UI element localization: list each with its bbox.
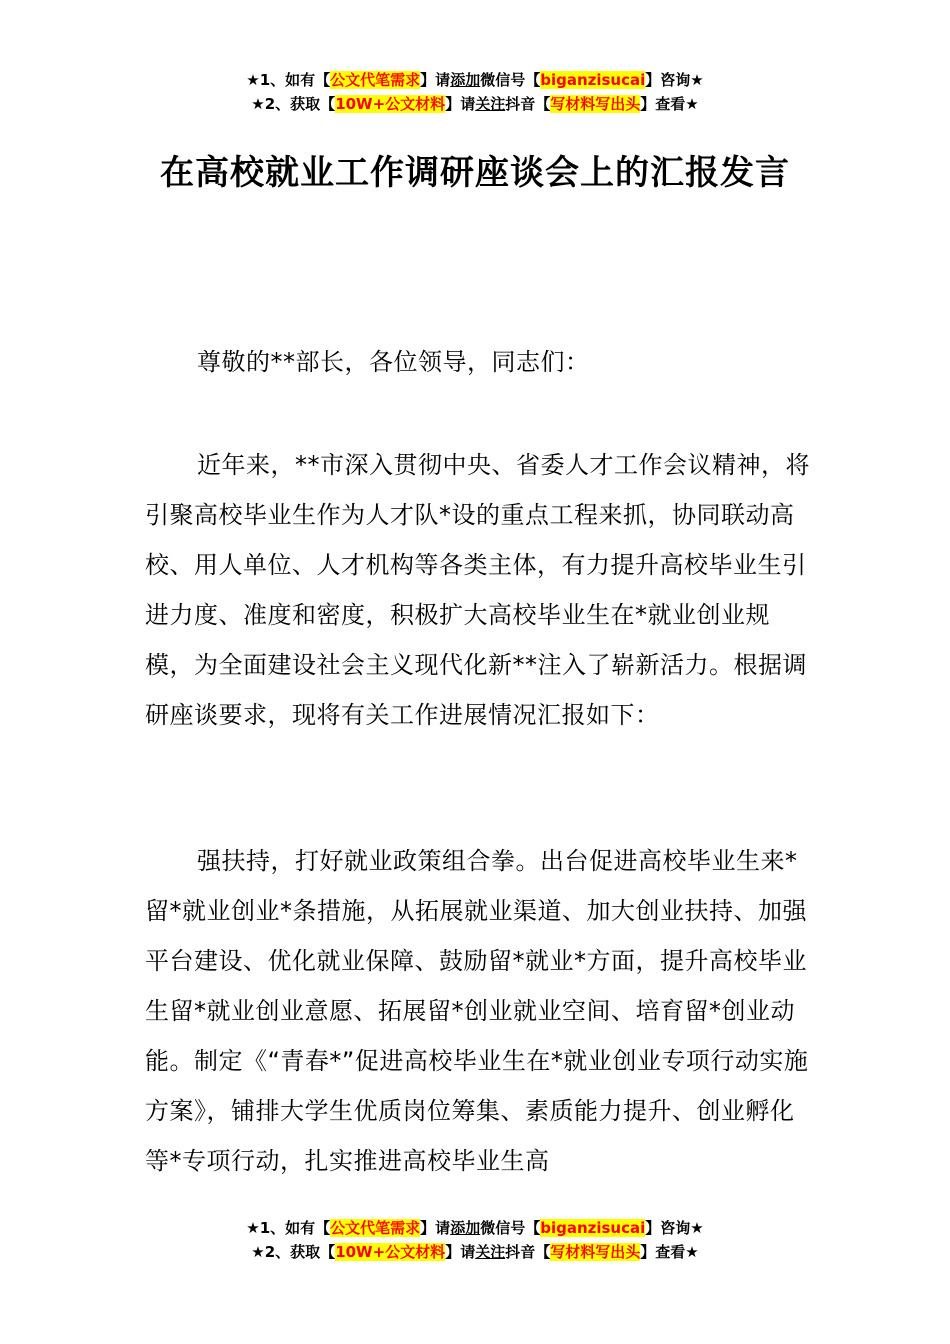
promo-highlight: 公文代笔需求 — [330, 71, 421, 89]
salutation-text: 尊敬的**部长，各位领导，同志们： — [197, 348, 590, 376]
paragraph-2-text: 强扶持，打好就业政策组合拳。出台促进高校毕业生来*留*就业创业*条措施，从拓展就业渠道、加大创业扶持、加强平台建设、优化就业保障、鼓励留*就业*方面，提升高校毕业生留*就业创业意愿、拓展留*创业就业空间、培育留*创业动能。制定《“青春*”促进高校毕业生在*就业创业专项行动实施方案》，铺排大学生优质岗位筹集、素质能力提升、创业孵化等*专项行动，扎实推进高校毕业生高 — [145, 847, 809, 1175]
promo-text: 微信号【 — [480, 1219, 541, 1237]
promo-underlined: 添加 — [450, 71, 481, 89]
promo-underlined: 关注 — [475, 95, 506, 113]
promo-text: 】查看★ — [640, 1243, 699, 1261]
promo-text: 抖音【 — [505, 95, 551, 113]
promo-underlined: 添加 — [450, 1219, 481, 1237]
promo-text: 】请 — [445, 95, 476, 113]
promo-text: 】请 — [445, 1243, 476, 1261]
paragraph-1 — [145, 440, 815, 740]
promo-line-2 — [0, 92, 950, 116]
promo-highlight: 写材料写出头 — [550, 95, 641, 113]
promo-text: 】咨询★ — [645, 1219, 704, 1237]
promo-highlight: biganzisucai — [540, 71, 646, 89]
salutation — [145, 337, 815, 387]
promo-banner-top — [0, 68, 950, 116]
promo-text: ★2、获取【 — [251, 95, 336, 113]
promo-text: 】查看★ — [640, 95, 699, 113]
promo-text: 】咨询★ — [645, 71, 704, 89]
promo-text: 抖音【 — [505, 1243, 551, 1261]
promo-text: 微信号【 — [480, 71, 541, 89]
paragraph-1-text: 近年来，**市深入贯彻中央、省委人才工作会议精神，将引聚高校毕业生作为人才队*设的重点工程来抓，协同联动高校、用人单位、人才机构等各类主体，有力提升高校毕业生引进力度、准度和密度，积极扩大高校毕业生在*就业创业规模，为全面建设社会主义现代化新**注入了崭新活力。根据调研座谈要求，现将有关工作进展情况汇报如下： — [145, 451, 810, 729]
promo-highlight: 10W+公文材料 — [335, 1243, 446, 1261]
paragraph-2 — [145, 836, 815, 1186]
promo-line-1 — [0, 1216, 950, 1240]
promo-highlight: 10W+公文材料 — [335, 95, 446, 113]
promo-text: ★1、如有【 — [246, 1219, 331, 1237]
promo-underlined: 关注 — [475, 1243, 506, 1261]
promo-highlight: biganzisucai — [540, 1219, 646, 1237]
promo-text: ★1、如有【 — [246, 71, 331, 89]
promo-text: 】请 — [420, 1219, 451, 1237]
document-title: 在高校就业工作调研座谈会上的汇报发言 — [160, 153, 790, 193]
promo-highlight: 公文代笔需求 — [330, 1219, 421, 1237]
promo-line-2 — [0, 1240, 950, 1264]
promo-text: ★2、获取【 — [251, 1243, 336, 1261]
promo-highlight: 写材料写出头 — [550, 1243, 641, 1261]
promo-line-1 — [0, 68, 950, 92]
promo-text: 】请 — [420, 71, 451, 89]
promo-banner-bottom — [0, 1216, 950, 1264]
